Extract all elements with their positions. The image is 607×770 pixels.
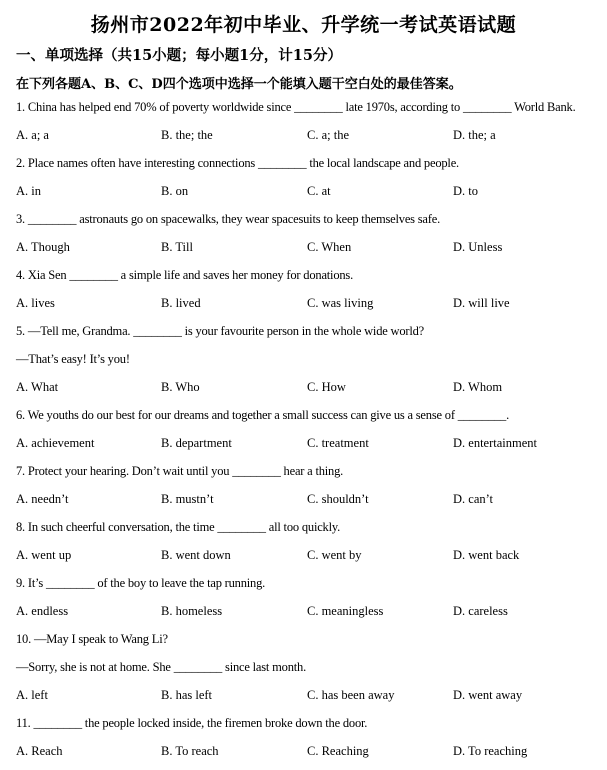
option-a: A. left bbox=[16, 688, 48, 702]
option-a: A. Though bbox=[16, 240, 70, 254]
question-7-stem: 7. Protect your hearing. Don’t wait until you ________ hear a thing. bbox=[16, 464, 344, 478]
option-a: A. What bbox=[16, 380, 59, 394]
question-2-stem: 2. Place names often have interesting connections ________ the local landscape and people. bbox=[16, 156, 459, 170]
question-2-options bbox=[16, 184, 601, 200]
question-8-stem: 8. In such cheerful conversation, the time ________ all too quickly. bbox=[16, 520, 341, 534]
option-d: D. To reaching bbox=[453, 744, 528, 758]
option-b: B. went down bbox=[161, 548, 231, 562]
option-d: D. went back bbox=[453, 548, 520, 562]
option-b: B. the; the bbox=[161, 128, 213, 142]
question-7-options bbox=[16, 492, 601, 508]
option-d: D. Whom bbox=[453, 380, 503, 394]
option-a: A. endless bbox=[16, 604, 69, 618]
option-c: C. was living bbox=[307, 296, 374, 310]
option-a: A. in bbox=[16, 184, 41, 198]
question-6-options bbox=[16, 436, 601, 452]
option-b: B. on bbox=[161, 184, 189, 198]
option-c: C. When bbox=[307, 240, 352, 254]
option-a: A. needn’t bbox=[16, 492, 69, 506]
option-d: D. will live bbox=[453, 296, 510, 310]
option-d: D. Unless bbox=[453, 240, 503, 254]
question-1-options bbox=[16, 128, 601, 144]
question-4-stem: 4. Xia Sen ________ a simple life and saves her money for donations. bbox=[16, 268, 354, 282]
option-c: C. Reaching bbox=[307, 744, 369, 758]
option-d: D. entertainment bbox=[453, 436, 537, 450]
instruction-text: 在下列各题A、B、C、D四个选项中选择一个能填入题干空白处的最佳答案。 bbox=[16, 77, 462, 92]
option-a: A. lives bbox=[16, 296, 55, 310]
question-1-stem: 1. China has helped end 70% of poverty worldwide since ________ late 1970s, according to ________ World Bank. bbox=[16, 100, 576, 114]
option-b: B. To reach bbox=[161, 744, 219, 758]
option-c: C. How bbox=[307, 380, 346, 394]
question-10-stem: 10. —May I speak to Wang Li? bbox=[16, 632, 168, 646]
option-a: A. achievement bbox=[16, 436, 95, 450]
question-9-stem: 9. It’s ________ of the boy to leave the tap running. bbox=[16, 576, 266, 590]
option-c: C. went by bbox=[307, 548, 362, 562]
option-c: C. at bbox=[307, 184, 331, 198]
question-10-options bbox=[16, 688, 601, 704]
question-8-options bbox=[16, 548, 601, 564]
page-title: 扬州市2022年初中毕业、升学统一考试英语试题 bbox=[90, 14, 517, 36]
option-d: D. the; a bbox=[453, 128, 496, 142]
option-c: C. a; the bbox=[307, 128, 350, 142]
question-3-stem: 3. ________ astronauts go on spacewalks, they wear spacesuits to keep themselves safe. bbox=[16, 212, 441, 226]
question-11-stem: 11. ________ the people locked inside, the firemen broke down the door. bbox=[16, 716, 368, 730]
option-c: C. has been away bbox=[307, 688, 395, 702]
question-9-options bbox=[16, 604, 601, 620]
question-10-dialogue: —Sorry, she is not at home. She ________ since last month. bbox=[16, 660, 306, 674]
option-c: C. meaningless bbox=[307, 604, 384, 618]
option-a: A. a; a bbox=[16, 128, 49, 142]
question-5-options bbox=[16, 380, 601, 396]
option-b: B. homeless bbox=[161, 604, 223, 618]
option-d: D. careless bbox=[453, 604, 508, 618]
option-b: B. Who bbox=[161, 380, 200, 394]
question-5-stem: 5. —Tell me, Grandma. ________ is your favourite person in the whole wide world? bbox=[16, 324, 425, 338]
option-c: C. shouldn’t bbox=[307, 492, 369, 506]
option-d: D. to bbox=[453, 184, 478, 198]
option-b: B. has left bbox=[161, 688, 213, 702]
option-a: A. Reach bbox=[16, 744, 63, 758]
question-5-dialogue: —That’s easy! It’s you! bbox=[16, 352, 130, 366]
option-d: D. can’t bbox=[453, 492, 494, 506]
option-a: A. went up bbox=[16, 548, 72, 562]
section-heading: 一、单项选择（共15小题；每小题1分，计15分） bbox=[16, 47, 342, 64]
question-3-options bbox=[16, 240, 601, 256]
option-b: B. lived bbox=[161, 296, 201, 310]
option-d: D. went away bbox=[453, 688, 523, 702]
option-c: C. treatment bbox=[307, 436, 369, 450]
option-b: B. department bbox=[161, 436, 232, 450]
option-b: B. Till bbox=[161, 240, 193, 254]
question-6-stem: 6. We youths do our best for our dreams and together a small success can give us a sense of ________. bbox=[16, 408, 510, 422]
question-4-options bbox=[16, 296, 601, 312]
question-11-options bbox=[16, 744, 601, 760]
option-b: B. mustn’t bbox=[161, 492, 214, 506]
